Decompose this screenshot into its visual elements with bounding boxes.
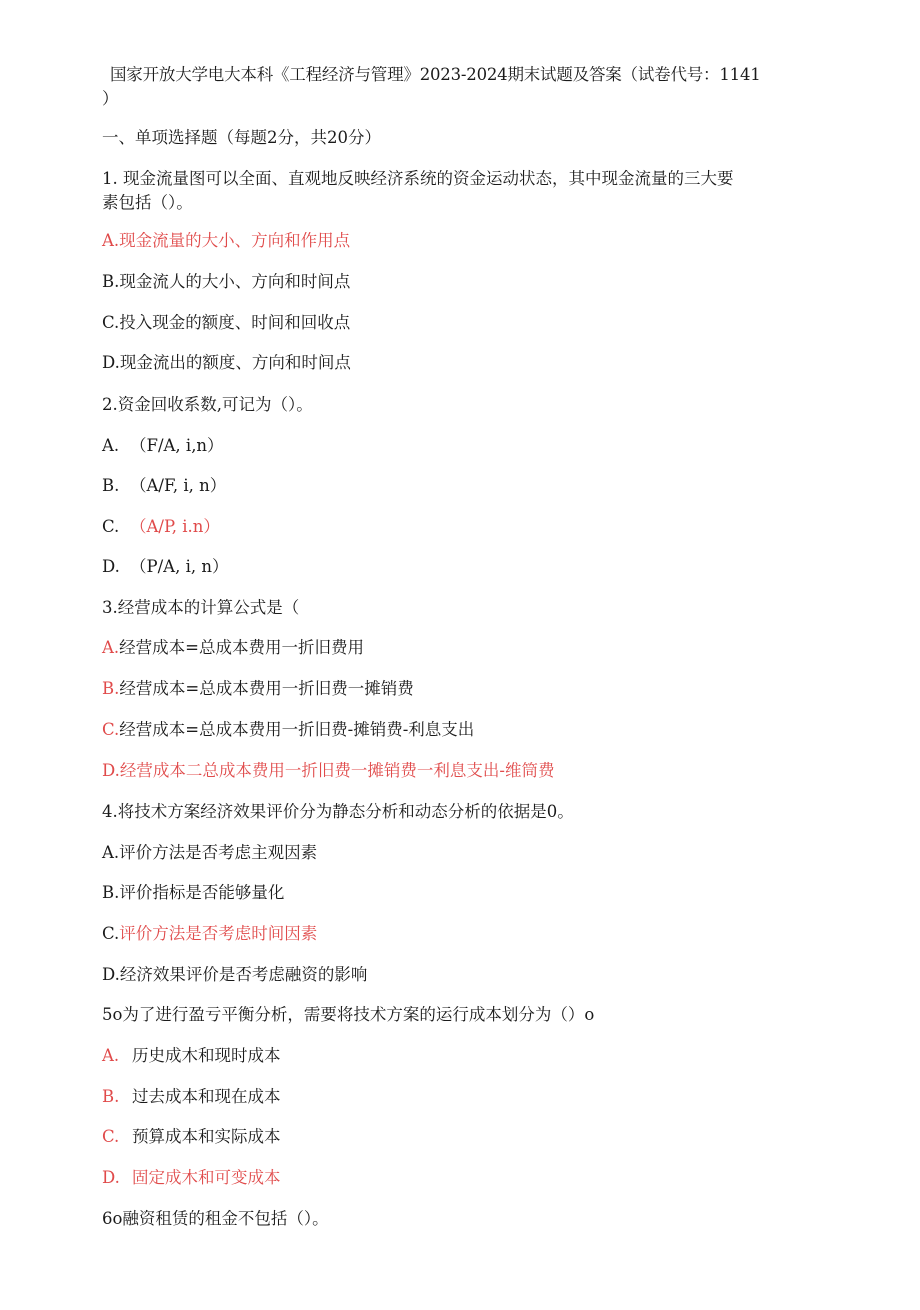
option-text: 评价方法是否考虑时间因素 [119,924,318,943]
question-2-option-d [102,556,228,578]
question-4-option-d: D.经济效果评价是否考虑融资的影响 [102,965,368,984]
option-text: 过去成本和现在成本 [132,1087,281,1106]
option-letter: B. [102,1087,120,1106]
option-text: （P/A, i, n） [130,557,229,576]
section-heading: 一、单项选择题（每题2分，共20分） [102,128,381,147]
question-5-option-d [102,1167,281,1189]
option-text: （A/F, i, n） [130,476,227,495]
question-5-stem: 5o为了进行盈亏平衡分析，需要将技术方案的运行成本划分为（）o [102,1005,595,1024]
option-letter: C. [102,517,120,536]
question-2-option-a [102,435,224,457]
option-text: 固定成木和可变成本 [132,1168,281,1187]
question-1-stem-line-2: 素包括（）。 [102,193,193,212]
question-4-option-a: A.评价方法是否考虑主观因素 [102,843,318,862]
question-3-option-c [102,719,474,741]
option-text: 经营成本=总成本费用一折旧费一摊销费 [119,679,414,698]
option-text: 预算成本和实际成本 [132,1127,281,1146]
question-5-option-c [102,1126,281,1148]
question-4-option-c [102,923,317,945]
question-2-option-c [102,516,220,538]
option-text: 经营成本=总成本费用一折旧费-摊销费-利息支出 [119,720,475,739]
option-letter: C. [102,924,120,943]
question-6-stem: 6o融资租赁的租金不包括（）。 [102,1209,329,1228]
question-4-option-b: B.评价指标是否能够量化 [102,883,285,902]
option-text: 经营成本=总成本费用一折旧费用 [119,638,364,657]
option-letter: D. [102,1168,120,1187]
question-5-option-b [102,1086,281,1108]
question-1-option-b: B.现金流人的大小、方向和时间点 [102,272,351,291]
option-letter: D. [102,761,120,780]
question-3-option-a [102,637,364,659]
option-letter: A. [102,638,120,657]
option-text: （F/A, i,n） [130,436,224,455]
question-3-stem: 3.经营成本的计算公式是（ [102,598,300,617]
option-letter: C. [102,720,120,739]
option-letter: D. [102,557,120,576]
question-2-option-b [102,475,226,497]
option-letter: A. [102,1046,120,1065]
document-title-line-2: ） [102,89,119,108]
question-1-stem-line-1: 1. 现金流量图可以全面、直观地反映经济系统的资金运动状态，其中现金流量的三大要 [102,169,734,188]
question-2-stem: 2.资金回收系数,可记为（）。 [102,395,313,414]
option-text: 历史成木和现时成本 [132,1046,281,1065]
option-text: （A/P, i.n） [130,517,220,536]
document-title-line-1: 国家开放大学电大本科《工程经济与管理》2023-2024期末试题及答案（试卷代号：1141 [110,65,761,84]
option-text: 经营成本二总成本费用一折旧费一摊销费一利息支出-维筒费 [119,761,555,780]
question-4-stem: 4.将技术方案经济效果评价分为静态分析和动态分析的依据是0。 [102,802,574,821]
option-letter: C. [102,1127,120,1146]
option-letter: B. [102,476,120,495]
question-1-option-d: D.现金流出的额度、方向和时间点 [102,353,351,372]
question-3-option-b [102,678,414,700]
question-1-option-a: A.现金流量的大小、方向和作用点 [102,231,351,250]
question-3-option-d [102,760,554,782]
option-letter: B. [102,679,120,698]
question-5-option-a [102,1045,281,1067]
question-1-option-c: C.投入现金的额度、时间和回收点 [102,313,351,332]
option-letter: A. [102,436,120,455]
